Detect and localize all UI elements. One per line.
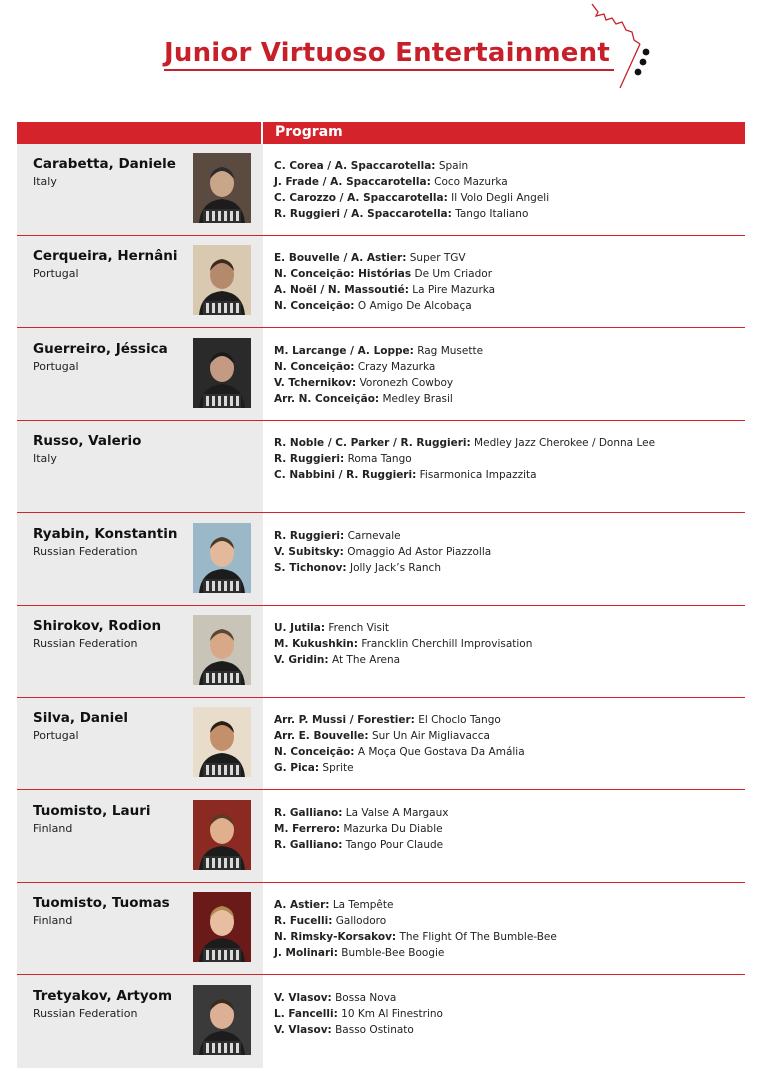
program-piece: [274, 1006, 734, 1022]
performer-photo: [193, 245, 251, 315]
piece-composer: C. Carozzo / A. Spaccarotella:: [274, 192, 448, 204]
piece-composer: N. Conceição: Histórias: [274, 268, 412, 281]
program-piece: [274, 375, 734, 391]
table-header: [17, 122, 745, 144]
piece-title: O Amigo De Alcobaça: [357, 300, 472, 313]
performer-name: Carabetta, Daniele: [33, 156, 176, 172]
piece-title: Bossa Nova: [335, 991, 397, 1004]
program-list: [274, 435, 734, 483]
program-list: [274, 528, 734, 576]
piece-composer: A. Astier:: [274, 899, 330, 912]
program-piece: [274, 913, 734, 929]
program-piece: [274, 728, 734, 744]
piece-title: Sprite: [322, 762, 354, 775]
program-piece: [274, 266, 734, 282]
piece-composer: N. Conceição:: [274, 300, 355, 313]
page-title: Junior Virtuoso Entertainment: [164, 38, 610, 68]
piece-title: The Flight Of The Bumble-Bee: [399, 931, 557, 944]
program-piece: [274, 298, 734, 314]
piece-composer: R. Ruggieri:: [274, 453, 345, 466]
performer-country: Russian Federation: [33, 637, 138, 650]
program-piece: [274, 636, 734, 652]
piece-title: Tango Pour Claude: [345, 838, 444, 851]
performer-row: [17, 698, 745, 790]
piece-composer: R. Fucelli:: [274, 915, 333, 928]
performer-country: Portugal: [33, 359, 79, 373]
piece-title: El Choclo Tango: [418, 714, 501, 727]
program-list: [274, 158, 734, 222]
performer-row: [17, 976, 745, 1068]
program-piece: [274, 544, 734, 560]
program-piece: [274, 805, 734, 821]
piece-title: Crazy Mazurka: [357, 360, 436, 373]
program-piece: [274, 929, 734, 945]
piece-composer: Arr. N. Conceição:: [274, 392, 380, 405]
program-piece: [274, 359, 734, 375]
performer-row: [17, 144, 745, 236]
piece-composer: G. Pica:: [274, 762, 320, 775]
program-piece: [274, 158, 734, 174]
piece-title: De Um Criador: [414, 268, 493, 281]
piece-title: At The Arena: [331, 654, 401, 666]
performer-row: [17, 883, 745, 975]
performer-photo: [193, 338, 251, 408]
piece-composer: J. Molinari:: [274, 947, 338, 960]
piece-composer: S. Tichonov:: [274, 561, 347, 574]
performer-row: [17, 421, 745, 513]
piece-title: Bumble-Bee Boogie: [341, 947, 445, 960]
piece-title: Carnevale: [347, 529, 401, 542]
piece-composer: R. Galliano:: [274, 806, 343, 819]
piece-composer: U. Jutila:: [274, 622, 326, 634]
performer-row: [17, 236, 745, 328]
program-piece: [274, 897, 734, 913]
performer-country: Portugal: [33, 729, 79, 743]
piece-title: Spain: [438, 160, 469, 172]
performer-row: [17, 514, 745, 606]
program-list: [274, 805, 734, 853]
program-piece: [274, 190, 734, 206]
program-piece: [274, 652, 734, 668]
program-piece: [274, 560, 734, 576]
piece-composer: N. Rimsky-Korsakov:: [274, 931, 397, 944]
piece-composer: L. Fancelli:: [274, 1007, 338, 1020]
performer-country: Italy: [33, 452, 57, 466]
program-piece: [274, 174, 734, 190]
piece-title: Fisarmonica Impazzita: [419, 469, 537, 482]
piece-title: La Pire Mazurka: [412, 284, 496, 297]
performer-row: [17, 791, 745, 883]
piece-composer: M. Ferrero:: [274, 822, 341, 835]
performer-country: Russian Federation: [33, 1006, 138, 1020]
performer-name: Guerreiro, Jéssica: [33, 340, 168, 357]
program-piece: [274, 760, 734, 776]
piece-title: 10 Km Al Finestrino: [341, 1007, 443, 1020]
piece-title: Super TGV: [409, 252, 466, 265]
program-list: [274, 343, 734, 407]
performer-photo: [193, 985, 251, 1055]
piece-composer: Arr. E. Bouvelle:: [274, 730, 369, 743]
performer-name: Silva, Daniel: [33, 710, 129, 727]
program-piece: [274, 821, 734, 837]
title-underline: [164, 69, 614, 71]
piece-title: Tango Italiano: [455, 208, 529, 220]
program-piece: [274, 990, 734, 1006]
piece-composer: R. Galliano:: [274, 838, 343, 851]
program-piece: [274, 282, 734, 298]
piece-title: French Visit: [328, 622, 390, 634]
piece-title: Medley Jazz Cherokee / Donna Lee: [474, 437, 656, 450]
piece-composer: V. Gridin:: [274, 654, 329, 666]
program-list: [274, 620, 734, 668]
performer-country: Russian Federation: [33, 544, 138, 558]
performer-country: Italy: [33, 175, 57, 188]
performer-name: Tuomisto, Lauri: [33, 802, 151, 819]
piece-composer: C. Nabbini / R. Ruggieri:: [274, 469, 417, 482]
performer-name: Shirokov, Rodion: [33, 618, 162, 634]
logo-mark: [588, 0, 660, 92]
program-piece: [274, 206, 734, 222]
program-list: [274, 250, 734, 314]
program-list: [274, 712, 734, 776]
piece-composer: E. Bouvelle / A. Astier:: [274, 252, 407, 265]
performer-photo: [193, 707, 251, 777]
performer-name: Russo, Valerio: [33, 433, 142, 450]
piece-composer: V. Vlasov:: [274, 991, 332, 1004]
piece-composer: Arr. P. Mussi / Forestier:: [274, 714, 415, 727]
performer-photo: [193, 615, 251, 685]
piece-composer: R. Noble / C. Parker / R. Ruggieri:: [274, 437, 471, 450]
piece-title: La Tempête: [332, 899, 394, 912]
piece-composer: M. Kukushkin:: [274, 638, 358, 650]
program-list: [274, 897, 734, 961]
performer-photo: [193, 800, 251, 870]
piece-composer: R. Ruggieri / A. Spaccarotella:: [274, 208, 452, 220]
program-piece: [274, 1022, 734, 1038]
piece-composer: C. Corea / A. Spaccarotella:: [274, 160, 436, 172]
piece-composer: M. Larcange / A. Loppe:: [274, 344, 414, 357]
piece-title: Jolly Jack’s Ranch: [349, 561, 441, 574]
piece-title: Mazurka Du Diable: [343, 822, 443, 835]
piece-title: Sur Un Air Migliavacca: [371, 730, 490, 743]
performer-photo: [193, 523, 251, 593]
performer-photo: [193, 892, 251, 962]
program-list: [274, 990, 734, 1038]
performer-name: Tretyakov, Artyom: [33, 987, 173, 1004]
piece-title: Gallodoro: [335, 915, 387, 928]
performer-name: Ryabin, Konstantin: [33, 525, 178, 542]
performer-row: [17, 329, 745, 421]
program-piece: [274, 945, 734, 961]
program-header-label: Program: [275, 124, 343, 140]
performer-photo: [193, 153, 251, 223]
piece-composer: V. Tchernikov:: [274, 376, 357, 389]
performer-row: [17, 606, 745, 698]
performer-country: Portugal: [33, 267, 79, 281]
program-piece: [274, 343, 734, 359]
piece-title: Coco Mazurka: [434, 176, 508, 188]
program-piece: [274, 435, 734, 451]
performer-name: Cerqueira, Hernâni: [33, 248, 178, 265]
program-piece: [274, 837, 734, 853]
piece-title: Francklin Cherchill Improvisation: [361, 638, 533, 650]
program-piece: [274, 528, 734, 544]
program-piece: [274, 250, 734, 266]
piece-title: La Valse A Margaux: [345, 806, 449, 819]
piece-title: Medley Brasil: [382, 392, 453, 405]
program-piece: [274, 620, 734, 636]
performer-country: Finland: [33, 914, 73, 928]
piece-composer: J. Frade / A. Spaccarotella:: [274, 176, 431, 188]
program-piece: [274, 467, 734, 483]
piece-composer: R. Ruggieri:: [274, 529, 345, 542]
program-piece: [274, 712, 734, 728]
piece-title: A Moça Que Gostava Da Amália: [357, 746, 525, 759]
performer-name: Tuomisto, Tuomas: [33, 895, 170, 912]
piece-composer: A. Noël / N. Massoutié:: [274, 284, 409, 297]
piece-composer: N. Conceição:: [274, 746, 355, 759]
program-piece: [274, 451, 734, 467]
piece-composer: V. Subitsky:: [274, 545, 344, 558]
performer-country: Finland: [33, 821, 73, 835]
piece-composer: N. Conceição:: [274, 360, 355, 373]
piece-composer: V. Vlasov:: [274, 1023, 332, 1036]
program-table: [17, 122, 745, 1068]
piece-title: Il Volo Degli Angeli: [451, 192, 550, 204]
program-piece: [274, 744, 734, 760]
piece-title: Roma Tango: [347, 453, 412, 466]
piece-title: Omaggio Ad Astor Piazzolla: [347, 545, 492, 558]
piece-title: Basso Ostinato: [335, 1023, 414, 1036]
piece-title: Voronezh Cowboy: [359, 376, 454, 389]
piece-title: Rag Musette: [417, 344, 484, 357]
program-piece: [274, 391, 734, 407]
header-divider: [261, 122, 263, 144]
